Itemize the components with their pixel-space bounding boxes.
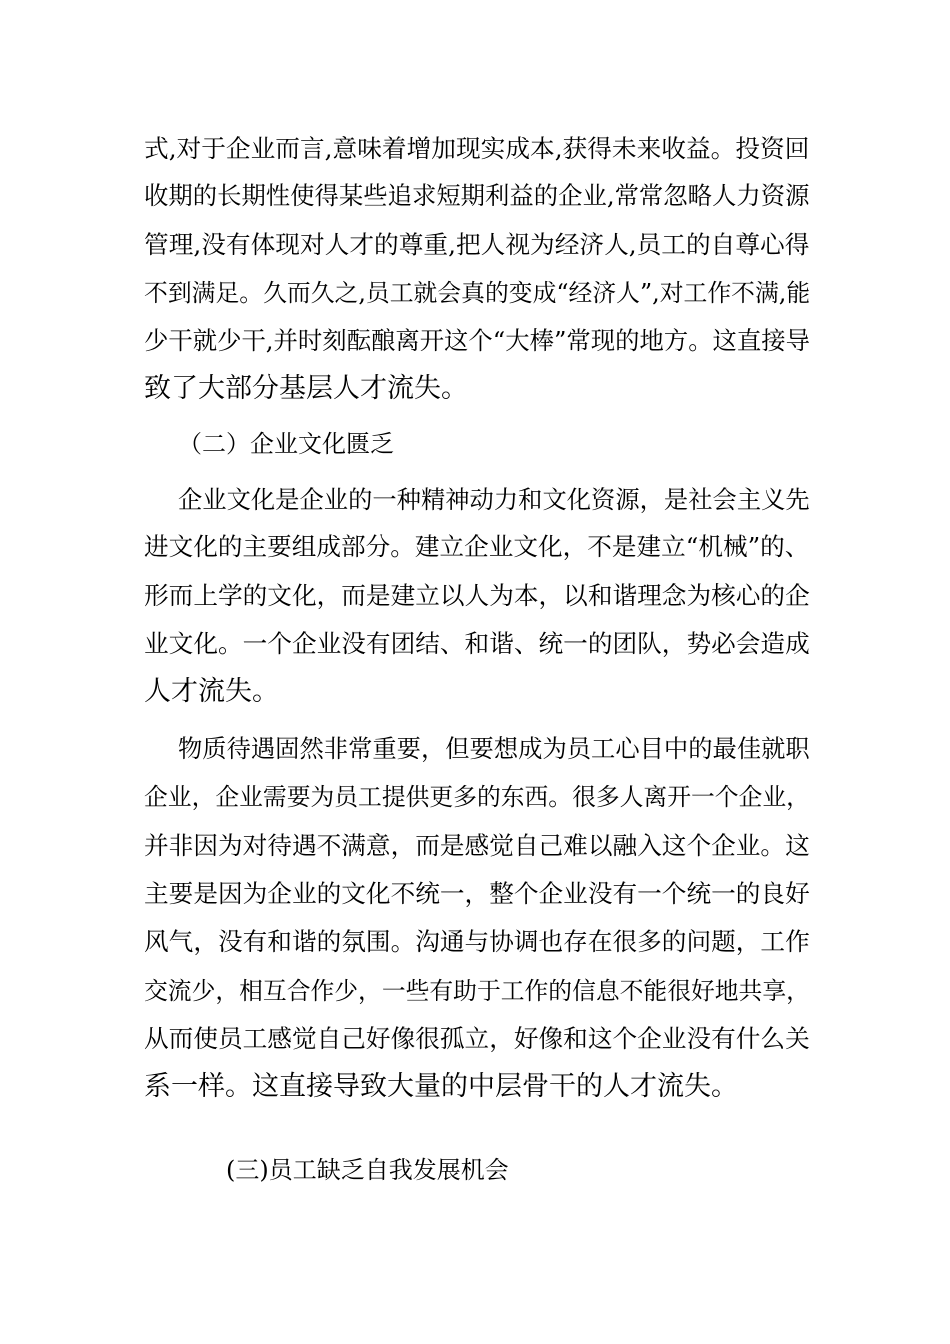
paragraph-line: 从而使员工感觉自己好像很孤立，好像和这个企业没有什么关 (144, 1024, 810, 1053)
paragraph-line: 并非因为对待遇不满意，而是感觉自己难以融入这个企业。这 (144, 831, 810, 860)
paragraph-line: 少干就少干,并时刻酝酿离开这个“大棒”常现的地方。这直接导 (144, 326, 810, 355)
paragraph-line: 物质待遇固然非常重要，但要想成为员工心目中的最佳就职 (178, 734, 810, 763)
paragraph-line: 系一样。这直接导致大量的中层骨干的人才流失。 (144, 1071, 738, 1102)
paragraph-line: 业文化。一个企业没有团结、和谐、统一的团队，势必会造成 (144, 629, 810, 658)
section-heading-3: (三)员工缺乏自我发展机会 (226, 1156, 509, 1184)
paragraph-line: 致了大部分基层人才流失。 (144, 373, 468, 404)
paragraph-line: 企业，企业需要为员工提供更多的东西。很多人离开一个企业， (144, 783, 810, 811)
paragraph-line: 式,对于企业而言,意味着增加现实成本,获得未来收益。投资回 (144, 134, 810, 163)
paragraph-line: 人才流失。 (144, 676, 279, 707)
paragraph-line: 交流少，相互合作少，一些有助于工作的信息不能很好地共享， (144, 977, 810, 1005)
paragraph-line: 不到满足。久而久之,员工就会真的变成“经济人”,对工作不满,能 (144, 279, 811, 307)
paragraph-line: 管理,没有体现对人才的尊重,把人视为经济人,员工的自尊心得 (144, 230, 810, 259)
paragraph-line: 主要是因为企业的文化不统一，整个企业没有一个统一的良好 (144, 879, 810, 908)
paragraph-line: 收期的长期性使得某些追求短期利益的企业,常常忽略人力资源 (144, 181, 810, 210)
paragraph-line: 进文化的主要组成部分。建立企业文化，不是建立“机械”的、 (144, 532, 810, 561)
paragraph-line: 风气，没有和谐的氛围。沟通与协调也存在很多的问题，工作 (144, 927, 810, 956)
paragraph-line: 企业文化是企业的一种精神动力和文化资源，是社会主义先 (178, 485, 810, 514)
paragraph-line: 形而上学的文化，而是建立以人为本，以和谐理念为核心的企 (144, 581, 810, 610)
section-heading-2: （二）企业文化匮乏 (178, 430, 394, 458)
